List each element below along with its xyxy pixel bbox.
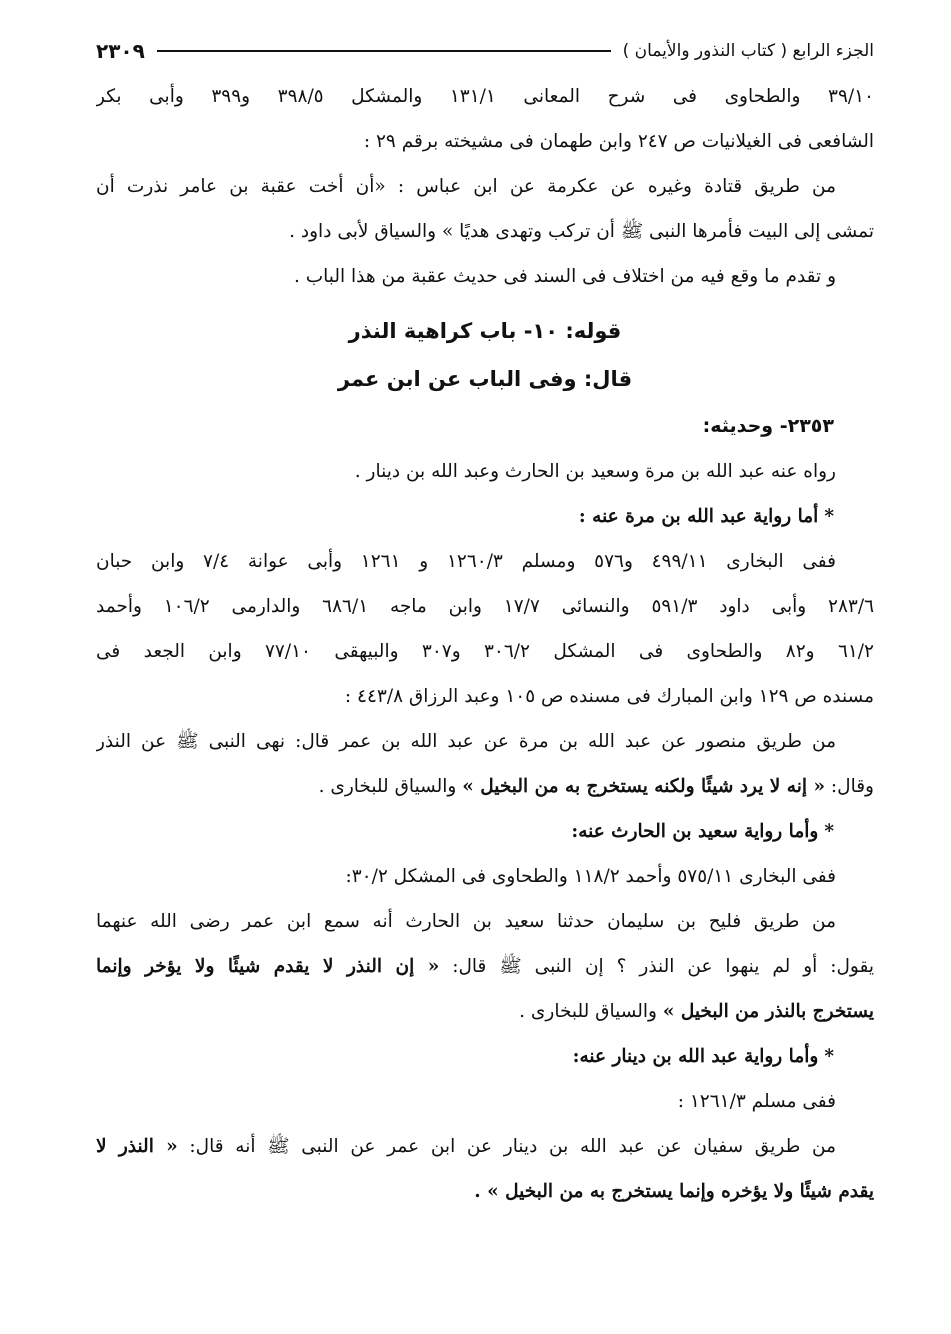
riwaya-title-text: وأما رواية سعيد بن الحارث عنه: (571, 821, 819, 842)
text-line: ٣٩/١٠ والطحاوى فى شرح المعانى ١٣١/١ والمشكل ٣٩٨/٥ و٣٩٩ وأبى بكر (96, 86, 874, 107)
section-heading: قوله: ١٠- باب كراهية النذر (348, 319, 622, 343)
hadith-text: « إنه لا يرد شيئًا ولكنه يستخرج به من البخيل » (462, 776, 826, 797)
header-rule (157, 50, 611, 52)
section-subheading: قال: وفى الباب عن ابن عمر (337, 367, 633, 391)
hadith-text: يستخرج بالنذر من البخيل » (662, 1001, 874, 1022)
riwaya-title (96, 1034, 874, 1079)
text-line (96, 1124, 874, 1169)
text-line: ففى البخارى ٥٧٥/١١ وأحمد ١١٨/٢ والطحاوى فى المشكل ٣٠/٢: (345, 866, 836, 887)
text-plain: وقال: (825, 776, 874, 797)
book-page (96, 34, 874, 1324)
text-line: من طريق منصور عن عبد الله بن مرة عن عبد الله بن عمر قال: نهى النبى ﷺ عن النذر (96, 731, 836, 752)
riwaya-title (96, 809, 874, 854)
text-line (96, 1169, 874, 1214)
text-line: تمشى إلى البيت فأمرها النبى ﷺ أن تركب وتهدى هديًا » والسياق لأبى داود . (289, 221, 874, 242)
text-line: ففى مسلم ١٢٦١/٣ : (677, 1091, 836, 1112)
text-line: مسنده ص ١٢٩ وابن المبارك فى مسنده ص ١٠٥ وعبد الرزاق ٤٤٣/٨ : (344, 686, 874, 707)
riwaya-title (96, 494, 874, 539)
text-line (96, 989, 874, 1034)
text-plain: والسياق للبخارى . (519, 1001, 663, 1022)
page-header (96, 34, 874, 68)
riwaya-title-text: أما رواية عبد الله بن مرة عنه : (578, 506, 819, 527)
hadith-text: يقدم شيئًا ولا يؤخره وإنما يستخرج به من البخيل » . (474, 1181, 874, 1202)
narrators-line: رواه عنه عبد الله بن مرة وسعيد بن الحارث وعبد الله بن دينار . (354, 461, 836, 482)
text-line: ففى البخارى ٤٩٩/١١ و٥٧٦ ومسلم ١٢٦٠/٣ و ١٢٦١ وأبى عوانة ٧/٤ وابن حبان (96, 551, 836, 572)
text-line: من طريق قتادة وغيره عن عكرمة عن ابن عباس : «أن أخت عقبة بن عامر نذرت أن (96, 176, 836, 197)
riwaya-title-text: وأما رواية عبد الله بن دينار عنه: (572, 1046, 819, 1067)
text-line: ٢٨٣/٦ وأبى داود ٥٩١/٣ والنسائى ١٧/٧ وابن ماجه ٦٨٦/١ والدارمى ١٠٦/٢ وأحمد (96, 596, 874, 617)
star-marker: * (824, 506, 834, 527)
text-plain: يقول: أو لم ينهوا عن النذر ؟ إن النبى ﷺ قال: (439, 956, 874, 977)
text-line (96, 764, 874, 809)
star-marker: * (824, 821, 834, 842)
hadith-text: « النذر لا (96, 1136, 178, 1157)
hadith-text: « إن النذر لا يقدم شيئًا ولا يؤخر وإنما (96, 956, 440, 977)
page-number: ٢٣٠٩ (96, 39, 145, 63)
hadith-title: ٢٣٥٣- وحديثه: (702, 415, 834, 437)
text-line: من طريق فليح بن سليمان حدثنا سعيد بن الحارث أنه سمع ابن عمر رضى الله عنهما (96, 911, 836, 932)
text-line (96, 944, 874, 989)
running-title: الجزء الرابع ( كتاب النذور والأيمان ) (622, 41, 874, 61)
text-line: و تقدم ما وقع فيه من اختلاف فى السند فى حديث عقبة من هذا الباب . (293, 266, 836, 287)
text-line: الشافعى فى الغيلانيات ص ٢٤٧ وابن طهمان فى مشيخته برقم ٢٩ : (363, 131, 874, 152)
text-plain: والسياق للبخارى . (318, 776, 463, 797)
star-marker: * (824, 1046, 834, 1067)
text-plain: من طريق سفيان عن عبد الله بن دينار عن ابن عمر عن النبى ﷺ أنه قال: (177, 1136, 837, 1157)
spacer (96, 299, 874, 307)
text-line: ٦١/٢ و٨٢ والطحاوى فى المشكل ٣٠٦/٢ و٣٠٧ والبيهقى ٧٧/١٠ وابن الجعد فى (96, 641, 874, 662)
page-body (96, 74, 874, 1214)
